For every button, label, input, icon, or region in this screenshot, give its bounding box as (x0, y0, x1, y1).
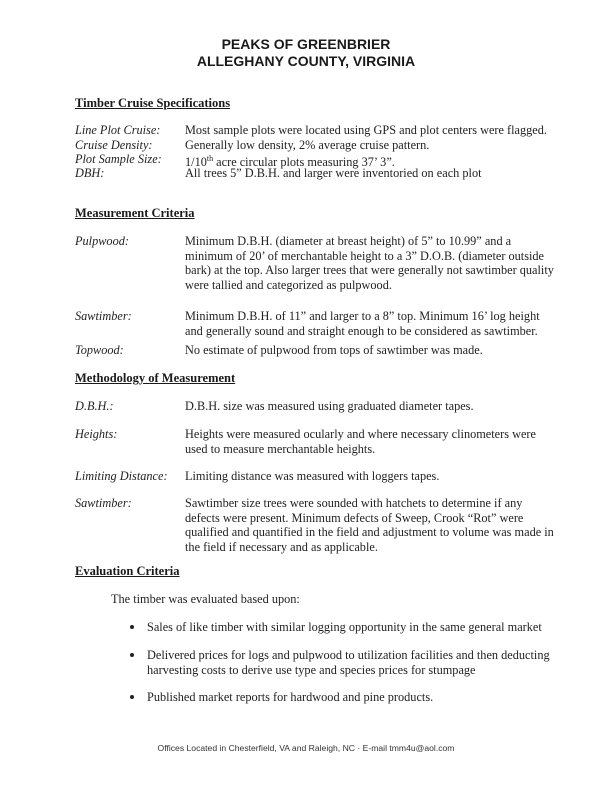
evaluation-intro: The timber was evaluated based upon: (111, 592, 300, 606)
spec-label: Line Plot Cruise: (75, 123, 161, 137)
spec-text-post: acre circular plots measuring 37’ 3”. (213, 155, 395, 170)
spec-text: All trees 5” D.B.H. and larger were inventoried on each plot (185, 166, 482, 180)
spec-text-pre: 1/10 (185, 155, 207, 170)
method-label: Sawtimber: (75, 496, 132, 510)
criteria-text: Minimum D.B.H. of 11” and larger to a 8” top. Minimum 16’ log height and generally sound and straight enough to be considered as sawtimber. (185, 309, 540, 338)
criteria-text: Minimum D.B.H. (diameter at breast height) of 5” to 10.99” and a minimum of 20’ of merchantable height to a 3” D.O.B. (diameter outside bark) at the top. Also larger trees that were generally not sawtimber quality were tallied and categorized as pulpwood. (185, 234, 554, 292)
section-heading-evaluation: Evaluation Criteria (75, 564, 180, 578)
page-footer: Offices Located in Chesterfield, VA and Raleigh, NC · E-mail tmm4u@aol.com (157, 743, 455, 753)
method-label: Limiting Distance: (75, 469, 168, 483)
title-line-1: PEAKS OF GREENBRIER (221, 36, 391, 52)
section-heading-timber-cruise: Timber Cruise Specifications (75, 96, 231, 110)
spec-text-sup: th (206, 154, 214, 163)
criteria-label: Pulpwood: (75, 234, 129, 248)
method-text: Heights were measured ocularly and where necessary clinometers were used to measure merchantable heights. (185, 427, 536, 456)
method-text: Limiting distance was measured with loggers tapes. (185, 469, 440, 483)
method-label: Heights: (75, 427, 118, 441)
bullet-icon (130, 625, 134, 629)
criteria-label: Sawtimber: (75, 309, 132, 323)
bullet-icon (130, 695, 134, 699)
bullet-icon (130, 653, 134, 657)
spec-label: Plot Sample Size: (75, 152, 162, 166)
spec-text: Generally low density, 2% average cruise pattern. (185, 138, 430, 152)
title-line-2: ALLEGHANY COUNTY, VIRGINIA (196, 53, 416, 69)
section-heading-methodology: Methodology of Measurement (75, 371, 236, 385)
method-text: Sawtimber size trees were sounded with hatchets to determine if any defects were present. Minimum defects of Sweep, Crook “Rot” were qualified and quantified in the field and adjustment to volume was made in the field if necessary and as applicable. (185, 496, 554, 554)
bullet-text: Published market reports for hardwood and pine products. (147, 690, 434, 704)
method-text: D.B.H. size was measured using graduated diameter tapes. (185, 399, 474, 413)
section-heading-measurement-criteria: Measurement Criteria (75, 206, 195, 220)
criteria-text: No estimate of pulpwood from tops of sawtimber was made. (185, 343, 483, 357)
spec-label: Cruise Density: (75, 138, 153, 152)
spec-text: Most sample plots were located using GPS and plot centers were flagged. (185, 123, 547, 137)
spec-label: DBH: (75, 166, 105, 180)
document-title (0, 36, 612, 70)
bullet-text: Delivered prices for logs and pulpwood to utilization facilities and then deducting harvesting costs to derive use type and species prices for stumpage (147, 648, 550, 677)
criteria-label: Topwood: (75, 343, 124, 357)
method-label: D.B.H.: (75, 399, 114, 413)
bullet-text: Sales of like timber with similar logging opportunity in the same general market (147, 620, 542, 634)
